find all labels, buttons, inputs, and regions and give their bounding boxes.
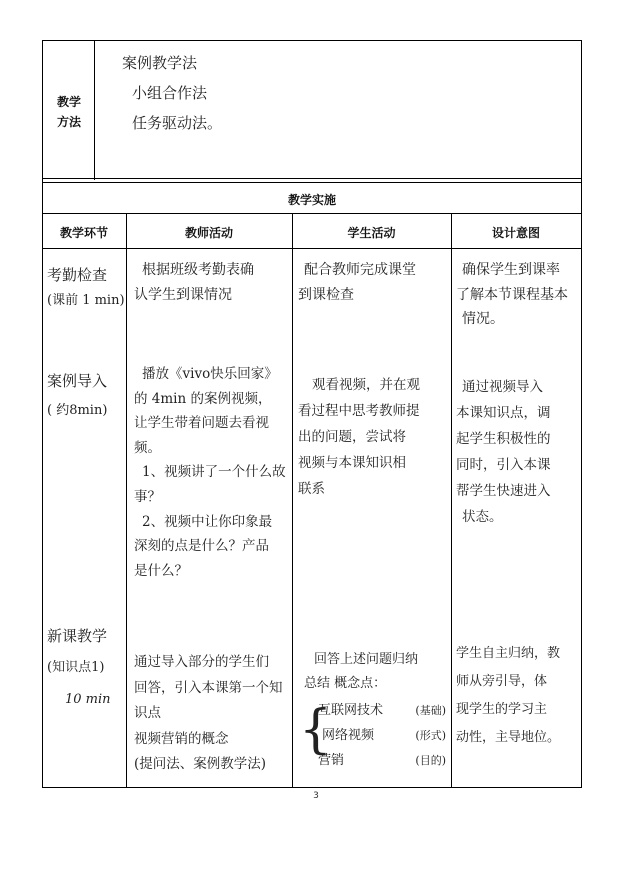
method-divider	[94, 40, 95, 180]
teacher-line: 深刻的点是什么？产品	[134, 538, 269, 555]
intent-line: 了解本节课程基本	[456, 286, 568, 303]
intent-line: 动性，主导地位。	[456, 730, 561, 745]
teacher-line: 视频营销的概念	[134, 730, 229, 747]
teacher-line: 识点	[134, 705, 161, 721]
row3-student-items	[318, 698, 446, 773]
header-intent: 设计意图	[491, 226, 540, 240]
implementation-title: 教学实施	[287, 193, 336, 207]
intent-line: 通过视频导入	[462, 379, 543, 395]
student-line: 观看视频，并在观	[312, 377, 420, 393]
teacher-line: 认学生到课情况	[134, 286, 232, 303]
row2-intent	[456, 374, 551, 530]
table-border-top	[42, 40, 582, 41]
stage-line: 新课教学	[47, 627, 108, 645]
teacher-line: 的 4min 的案例视频，	[134, 390, 272, 407]
implementation-title-line	[42, 213, 582, 214]
stage-line: 考勤检查	[47, 266, 108, 284]
col-line-1	[126, 213, 127, 788]
concept-term: 营销	[318, 753, 345, 768]
teacher-line: 1、视频讲了一个什么故	[142, 464, 286, 481]
stage-line: 案例导入	[47, 372, 108, 390]
intent-line: 帮学生快速进入	[456, 483, 551, 499]
stage-line: (知识点1)	[47, 660, 105, 675]
intent-line: 同时，引入本课	[456, 457, 551, 473]
intent-line: 本课知识点，调	[456, 405, 551, 421]
intent-line: 师从旁引导，体	[456, 674, 548, 689]
student-line: 出的问题，尝试将	[298, 429, 406, 445]
col-line-3	[451, 213, 452, 788]
header-student: 学生活动	[347, 226, 396, 240]
student-line: 回答上述问题归纳	[314, 652, 419, 667]
concept-note: (基础)	[415, 704, 446, 717]
student-line: 联系	[298, 481, 325, 497]
teacher-line: 播放《vivo快乐回家》	[142, 366, 278, 382]
concept-item	[318, 748, 446, 773]
brace-icon: {	[299, 700, 333, 760]
teaching-method-item: 任务驱动法。	[132, 114, 223, 132]
row1-intent	[456, 258, 568, 332]
student-line: 到课检查	[298, 286, 354, 303]
table-border-bottom	[42, 787, 582, 788]
teacher-line: 事？	[134, 488, 161, 505]
intent-line: 起学生积极性的	[456, 431, 551, 447]
teaching-method-list	[122, 48, 222, 138]
row2-student	[298, 372, 420, 502]
row3-intent	[456, 640, 560, 752]
teacher-line: 频。	[134, 439, 161, 456]
intent-line: 状态。	[462, 509, 503, 525]
intent-line: 学生自主归纳，教	[456, 646, 561, 661]
teacher-line: 回答，引入本课第一个知	[134, 679, 283, 696]
intent-line: 现学生的学习主	[456, 702, 548, 717]
teacher-line: (提问法、案例教学法)	[134, 756, 267, 772]
teacher-line: 通过导入部分的学生们	[134, 654, 269, 670]
header-teacher: 教师活动	[184, 226, 233, 240]
page-number: 3	[313, 791, 319, 801]
concept-term: 互联网技术	[318, 703, 384, 718]
student-line: 总结 概念点：	[304, 676, 387, 691]
method-bottom-line-2	[42, 182, 582, 183]
intent-line: 情况。	[462, 311, 504, 327]
teacher-line: 是什么？	[134, 562, 188, 579]
student-line: 看过程中思考教师提	[298, 403, 420, 419]
header-stage: 教学环节	[59, 226, 108, 240]
table-border-right	[581, 40, 582, 788]
stage-line: ( 约8min)	[47, 403, 108, 418]
intent-line: 确保学生到课率	[462, 262, 560, 278]
concept-item	[318, 723, 446, 748]
teacher-line: 让学生带着问题去看视	[134, 415, 269, 432]
teaching-method-item: 小组合作法	[132, 84, 208, 102]
row3-teacher	[134, 650, 283, 778]
concept-term: 网络视频	[322, 728, 375, 743]
stage-line: (课前 1 min)	[47, 293, 125, 308]
method-bottom-line-1	[42, 178, 582, 179]
row3-student-intro	[304, 648, 418, 696]
concept-note: (形式)	[415, 729, 446, 742]
student-line: 配合教师完成课堂	[304, 262, 416, 278]
teacher-line: 根据班级考勤表确	[142, 262, 254, 278]
teaching-method-item: 案例教学法	[122, 54, 198, 72]
row3-stage	[47, 620, 111, 716]
table-border-left	[42, 40, 43, 788]
row1-teacher	[134, 258, 254, 307]
header-row-line	[42, 248, 582, 249]
teaching-method-label: 教学方法	[56, 95, 81, 129]
row1-student	[298, 258, 416, 307]
student-line: 视频与本课知识相	[298, 455, 406, 471]
concept-note: (目的)	[415, 754, 446, 767]
stage-line: 10 min	[65, 692, 111, 707]
row2-teacher	[134, 362, 286, 583]
row2-stage	[47, 366, 107, 426]
row1-stage	[47, 262, 125, 314]
concept-item	[318, 698, 446, 723]
col-line-2	[292, 213, 293, 788]
teacher-line: 2、视频中让你印象最	[142, 513, 273, 530]
